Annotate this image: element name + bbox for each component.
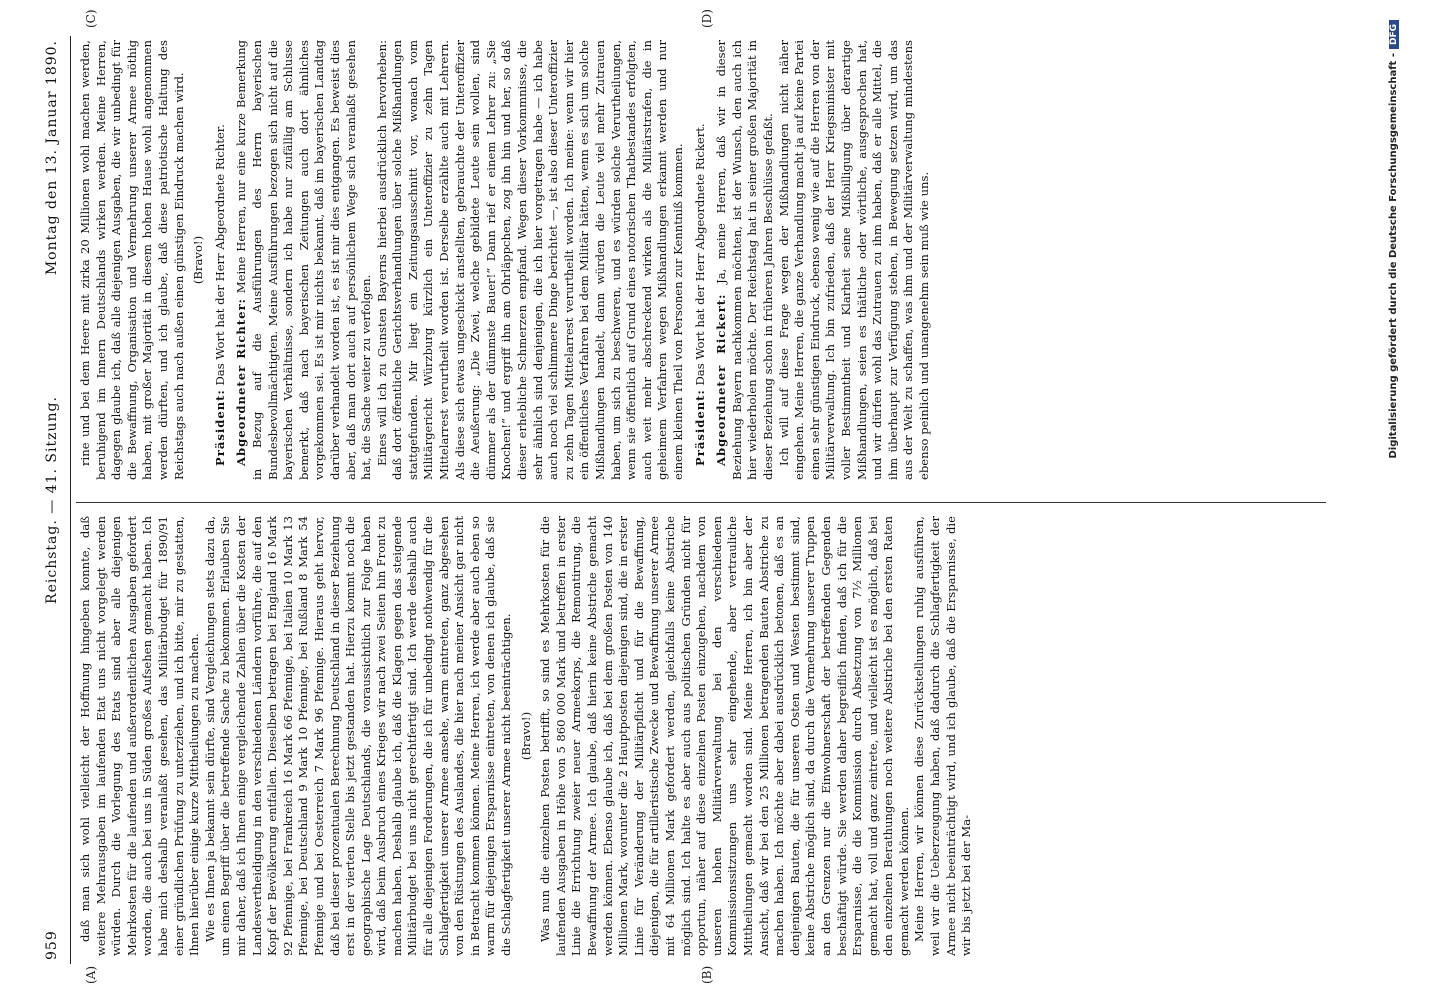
paragraph: daß man sich wohl vielleicht der Hoffnung hingeben konnte, daß weitere Mehrausgaben im laufenden Etat uns nicht vorgelegt werden würden. Durch die Vorlegung des Etats sind aber alle diejenigen Mehrkosten für die laufenden und außerordentlichen Ausgaben gefordert worden, die auch bei uns in Süden großes Aufsehen gemacht haben. Ich habe mich deshalb veranlaßt gesehen, das Militärbudget für 1890/91 einer gründlichen Prüfung zu unterziehen, und ich bitte, mir zu gestatten, Ihnen hierüber einige kurze Mittheilungen zu machen.	[78, 516, 202, 956]
right-column	[78, 40, 1168, 480]
page-header	[40, 20, 66, 980]
left-column	[78, 516, 1318, 956]
richter-statement	[234, 40, 374, 480]
margin-marker-a: (A)	[84, 965, 98, 984]
paragraph: Eines will ich zu Gunsten Bayerns hierbei ausdrücklich hervorheben: daß dort öffentliche Gerichtsverhandlungen über solche Mißhandlungen stattgefunden. Mir liegt ein Zeitungsausschnitt vor, wonach vom Militärgericht Würzburg kürzlich ein Unteroffizier zu zehn Tagen Mittelarrest verurtheilt worden ist. Derselbe erzählte auch mit Lehrern. Als diese sich etwas ungeschickt anstellten, gebrauchte der Unteroffizier die Aeußerung: „Die Zwei, welche gebildete Leute sein wollen, sind dümmer als der dümmste Bauer!“ Dann rief er einem Lehrer zu: „Sie Knochen!“ und ergriff ihn am Ohrläppchen, zog ihn hin und her, so daß dieser erhebliche Schmerzen empfand. Wegen dieser Vorkommnisse, die sehr ähnlich sind denjenigen, die ich hier vorgetragen habe — ich habe auch noch viel schlimmere Dinge berichtet —, ist also dieser Unteroffizier zu zehn Tagen Mittelarrest verurtheilt worden. Ich meine: wenn wir hier ein öffentliches Verfahren bei dem Militär hätten, wenn es sich um solche Mißhandlungen handelt, dann würden die Leute viel mehr Zutrauen haben, um sich zu beschweren, und es würden solche Verurtheilungen, wenn sie öffentlich auf Grund eines notorischen Thatbestandes erfolgten, auch weit mehr abschreckend wirken als die Militärstrafen, die in geheimem Verfahren wegen Mißhandlungen erkannt werden und nur einem kleinen Theil von Personen zur Kenntniß kommen.	[374, 40, 685, 480]
speaker-text: Das Wort hat der Herr Abgeordnete Richter.	[212, 124, 227, 386]
applause: (Bravo!)	[518, 711, 533, 761]
paragraph: Meine Herren, wir können diese Zurückstellungen ruhig ausführen, weil wir die Ueberzeugung haben, daß dadurch die Schlagfertigkeit der Armee nicht beeinträchtigt wird, und ich glaube, daß die Ersparnisse, die wir bis jetzt bei der Ma-	[912, 516, 974, 956]
margin-marker-c: (C)	[84, 9, 98, 28]
page-number: 959	[44, 930, 60, 960]
applause: (Bravo!)	[191, 235, 206, 285]
speaker-text: Meine Herren, nur eine kurze Bemerkung in Bezug auf die Ausführungen des Herrn bayerischen Bundesbevollmächtigten. Meine Ausführungen bezogen sich nicht auf die bayerischen Verhältnisse, sondern ich habe nur zufällig am Schlusse bemerkt, daß nach bayerischen Zeitungen auch dort ähnliches vorgekommen sei. Es ist mir nichts bekannt, daß im bayerischen Landtag darüber verhandelt worden ist, es ist mir dies entgangen. Es beweist dies aber, daß man dort auch auf persönlichem Wege sich veranlaßt gesehen hat, die Sache weiter zu verfolgen.	[234, 40, 374, 480]
president-statement	[213, 40, 229, 480]
speaker-text: Das Wort hat der Herr Abgeordnete Rickert.	[692, 123, 707, 386]
margin-marker-d: (D)	[700, 9, 714, 28]
paragraph: Wie es Ihnen ja bekannt sein dürfte, sind Vergleichungen stets dazu da, um einen Begriff über die betreffende Sache zu bekommen. Erlauben Sie mir daher, daß ich Ihnen einige vergleichende Zahlen über die Kosten der Landesvertheidigung in den verschiedenen Ländern vorführe, die auf den Kopf der Bevölkerung entfallen. Dieselben betragen bei England 16 Mark 92 Pfennige, bei Frankreich 16 Mark 66 Pfennige, bei Italien 10 Mark 13 Pfennige, bei Deutschland 9 Mark 10 Pfennige, bei Rußland 8 Mark 54 Pfennige und bei Oesterreich 7 Mark 96 Pfennige. Hieraus geht hervor, daß bei dieser prozentualen Berechnung Deutschland in dieser Beziehung erst in der vierten Stelle bis jetzt gestanden hat. Hierzu kommt noch die geographische Lage Deutschlands, die voraussichtlich zur Folge haben wird, daß beim Ausbruch eines Krieges wir nach zwei Seiten hin Front zu machen haben. Deshalb glaube ich, daß die Klagen gegen das steigende Militärbudget bei uns nicht gerechtfertigt sind. Ich werde deshalb auch für alle diejenigen Forderungen, die ich für unbedingt nothwendig für die Schlagfertigkeit unserer Armee ansehe, warm eintreten, ganz abgesehen von den Rüstungen des Auslandes, die hier nach meiner Ansicht gar nicht in Betracht kommen können. Meine Herren, ich werde aber auch eben so warm für diejenigen Ersparnisse eintreten, von denen ich glaube, daß sie die Schlagfertigkeit unserer Armee nicht beeinträchtigen.	[202, 516, 514, 956]
president-statement	[693, 40, 709, 480]
margin-marker-b: (B)	[700, 965, 714, 984]
column-divider	[76, 502, 1326, 503]
dfg-logo: DFG	[1389, 20, 1399, 49]
paragraph: Was nun die einzelnen Posten betrifft, so sind es Mehrkosten für die laufenden Ausgaben in Höhe von 5 860 000 Mark und betreffen in erster Linie die Errichtung zweier neuer Armeekorps, die Remontirung, die Bewaffnung der Armee. Ich glaube, daß hierin keine Abstriche gemacht werden können. Ebenso glaube ich, daß bei dem großen Posten von 140 Millionen Mark, worunter die 2 Hauptposten diejenigen sind, die in erster Linie für Veränderung der Militärpflicht und für die Bewaffnung, diejenigen, die für artilleristische Zwecke und Bewaffnung unserer Armee mit 64 Millionen Mark gefordert werden, gleichfalls keine Abstriche möglich sind. Ich halte es aber auch aus politischen Gründen nicht für opportun, näher auf diese einzelnen Posten einzugehen, nachdem von unseren hohen Militärverwaltung bei den verschiedenen Kommissionssitzungen uns sehr eingehende, aber vertrauliche Mittheilungen gemacht worden sind. Meine Herren, ich bin aber der Ansicht, daß wir bei den 25 Millionen betragenden Bauten Abstriche zu machen haben. Ich möchte aber dabei ausdrücklich betonen, daß es an denjenigen Bauten, die für unseren Osten und Westen bestimmt sind, keine Abstriche möglich sind, da durch die Vermehrung unserer Truppen an den Grenzen nur die Einwohnerschaft der betreffenden Gegenden beschäftigt würde. Sie werden daher begreiflich finden, daß ich für die Ersparnisse, die die Kommission durch Absetzung von 7½ Millionen gemacht hat, voll und ganz eintrete, und vielleicht ist es möglich, daß bei den einzelnen Berathungen noch weitere Abstriche bei den ersten Raten gemacht werden können.	[538, 516, 911, 956]
speaker-label: Präsident:	[212, 389, 227, 466]
speaker-label: Abgeordneter Richter:	[234, 298, 249, 466]
paragraph: rine und bei dem Heere mit zirka 20 Millionen wohl machen werden, beruhigend im Innern Deutschlands wirken werden. Meine Herren, dagegen glaube ich, daß alle diejenigen Ausgaben, die wir unbedingt für die Bewaffnung, Organisation und Vermehrung unserer Armee nöthig haben, mit großer Majorität in diesem hohen Hause wohl angenommen werden dürften, und ich glaube, daß diese patriotische Haltung des Reichstags auch nach außen einen günstigen Eindruck machen wird.	[78, 40, 186, 480]
footer-text: Digitalisierung gefördert durch die Deutsche Forschungsgemeinschaft -	[1388, 53, 1399, 459]
speaker-label: Abgeordneter Rickert:	[714, 293, 729, 466]
speaker-text: Ja, meine Herren, daß wir in dieser Beziehung Bayern nachkommen möchten, ist der Wunsch, den auch ich hier wiederholen möchte. Der Reichstag hat in seiner großen Majorität in dieser Beziehung schon in früheren Jahren Beschlüsse gefaßt.	[714, 40, 775, 480]
session-title: Reichstag. — 41. Sitzung.	[44, 396, 60, 604]
header-rule	[70, 36, 71, 964]
speaker-label: Präsident:	[692, 389, 707, 466]
paragraph: Ich will auf diese Frage wegen der Mißhandlungen nicht näher eingehen. Meine Herren, die ganze Verhandlung macht ja auf keine Partei einen sehr günstigen Eindruck, ebenso wenig wie auf die Herren von der Militärverwaltung. Ich bin zufrieden, daß der Herr Kriegsminister mit voller Bestimmtheit und Klarheit seine Mißbilligung über derartige Mißhandlungen, seien es thätliche oder wörtliche, ausgesprochen hat, und wir dürfen wohl das Zutrauen zu ihm haben, daß er alle Mittel, die ihm überhaupt zur Verfügung stehen, in Bewegung setzen wird, um das aus der Welt zu schaffen, was ihm und der Militärverwaltung mindestens ebenso peinlich und unangenehm sein muß wie uns.	[776, 40, 931, 480]
digitization-footer	[1388, 20, 1399, 980]
session-date: Montag den 13. Januar 1890.	[44, 40, 60, 276]
rickert-statement	[714, 40, 776, 480]
